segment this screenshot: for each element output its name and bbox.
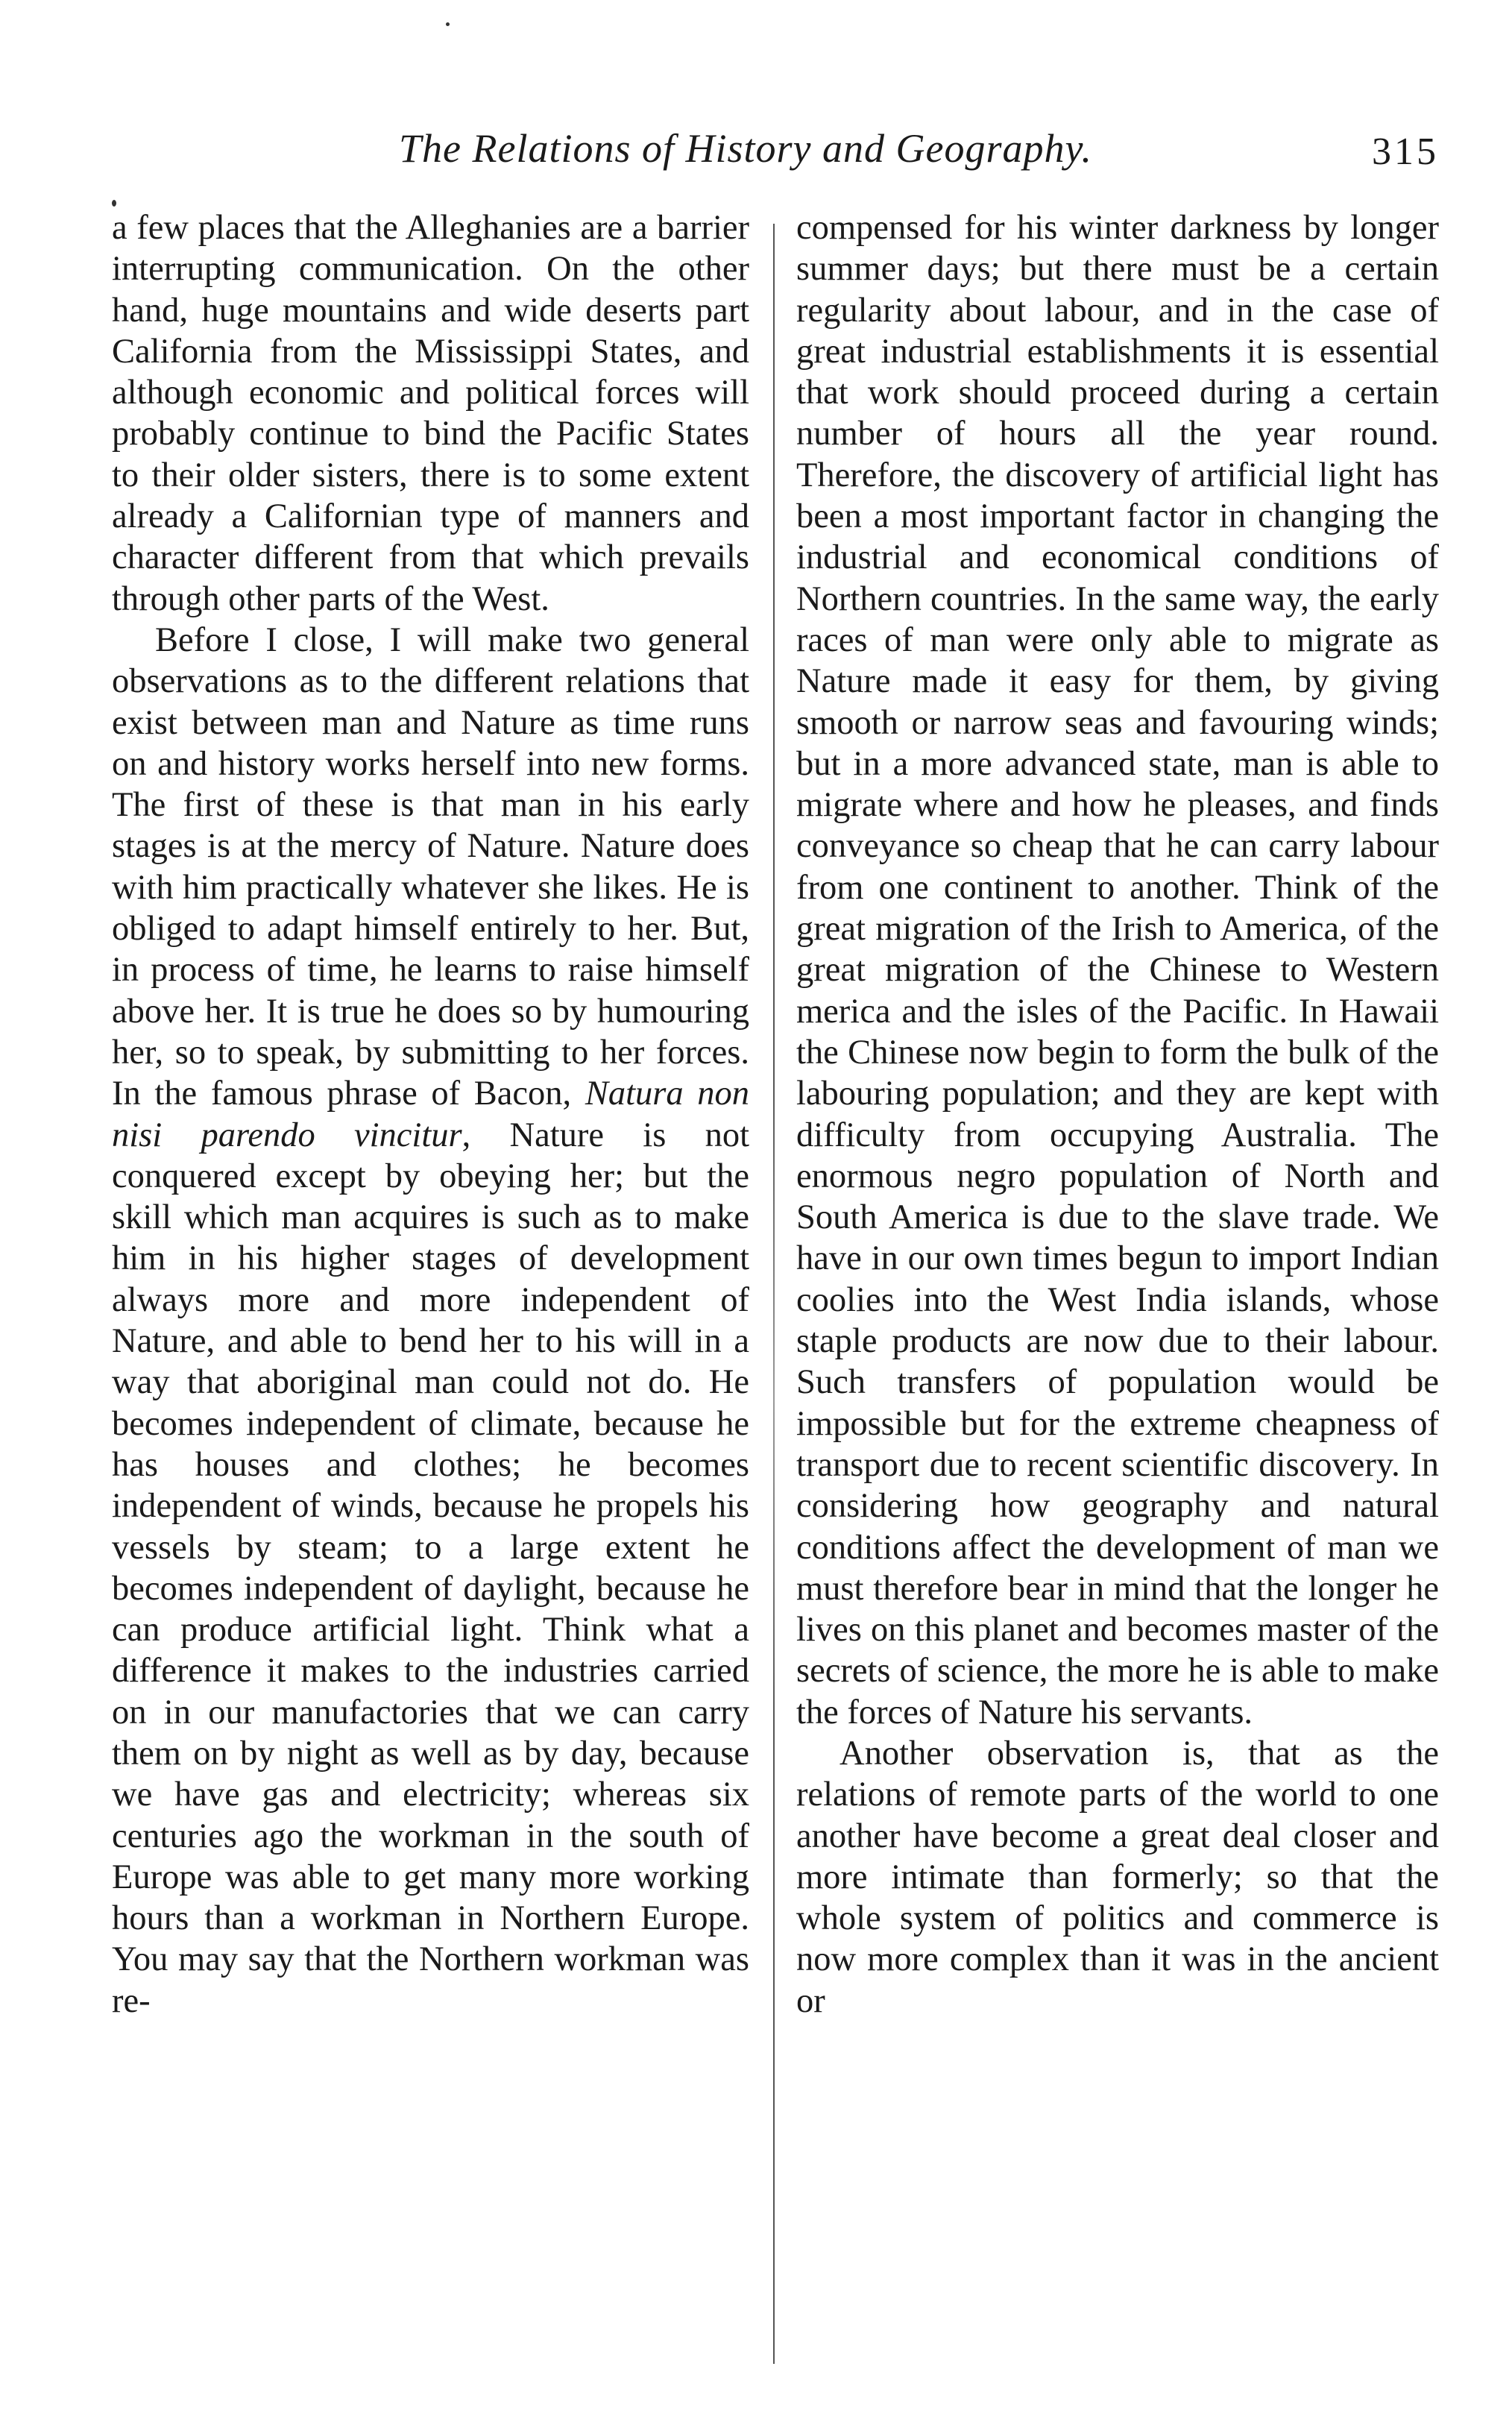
paragraph-text: Before I close, I will make two general observations as to the different relations that exist between man and Nature as time runs on and history works herself into new forms. The first of these is that man in his early stages is at the mercy of Nature. Nature does with him practically whatever she likes. He is obliged to adapt himself entirely to her. But, in process of time, he learns to raise himself above her. It is true he does so by humouring her, so to speak, by submitting to her forces. In the famous phrase of Bacon, <box>112 620 749 1113</box>
paragraph: compensed for his winter darkness by longer summer days; but there must be a certain regularity about labour, and in the case of great industrial establishments it is essential that work should proceed during a certain number of hours all the year round. Therefore, the discovery of artificial light has been a most important factor in changing the industrial and economical conditions of Northern countries. In the same way, the early races of man were only able to migrate as Nature made it easy for them, by giving smooth or narrow seas and favouring winds; but in a more advanced state, man is able to migrate where and how he pleases, and finds conveyance so cheap that he can carry labour from one continent to another. Think of the great migration of the Irish to America, of the great migration of the Chinese to Western merica and the isles of the Pacific. In Hawaii the Chinese now begin to form the bulk of the labouring population; and they are kept with difficulty from occupying Australia. The enormous negro population of North and South America is due to the slave trade. We have in our own times begun to import Indian coolies into the West India islands, whose staple products are now due to their labour. Such transfers of population would be impossible but for the extreme cheapness of transport due to recent scientific discovery. In considering how geography and natural conditions affect the development of man we must therefore bear in mind that the longer he lives on this planet and becomes master of the secrets of science, the more he is able to make the forces of Nature his servants. <box>796 209 1439 1732</box>
paragraph: Another observation is, that as the relations of remote parts of the world to one another have become a great deal closer and more intimate than formerly; so that the whole system of politics and commerce is now more complex than it was in the ancient or <box>796 1734 1439 2020</box>
paragraph-text: , Nature is not conquered except by obeying her; but the skill which man acquires is such as to make him in his higher stages of development always more and more independent of Nature, and able to bend her to his will in a way that aboriginal man could not do. He becomes independent of climate, because he has houses and clothes; he becomes independent of winds, because he propels his vessels by steam; to a large extent he becomes independent of daylight, because he can produce artificial light. Think what a difference it makes to the industries carried on in our manufactories that we can carry them on by night as well as by day, because we have gas and electricity; whereas six centuries ago the workman in the south of Europe was able to get many more working hours than a workman in Northern Europe. You may say that the Northern workman was re- <box>112 1116 750 2020</box>
page-header <box>112 125 1439 185</box>
column-divider <box>773 224 775 2364</box>
left-column <box>112 207 749 2022</box>
printing-speck <box>446 22 450 26</box>
running-title: The Relations of History and Geography. <box>399 126 1092 171</box>
right-column <box>796 207 1439 2022</box>
paragraph: a few places that the Alleghanies are a barrier interrupting communication. On the other hand, huge mountains and wide deserts part California from the Mississippi States, and although economic and political forces will probably continue to bind the Pacific States to their older sisters, there is to some extent already a Californian type of manners and character different from that which prevails through other parts of the West. <box>112 209 749 618</box>
paragraph <box>112 620 749 2022</box>
page-number: 315 <box>1372 130 1439 173</box>
latin-quote: Natura non nisi parendo vincitur <box>112 1075 750 1154</box>
printing-speck <box>112 200 116 207</box>
